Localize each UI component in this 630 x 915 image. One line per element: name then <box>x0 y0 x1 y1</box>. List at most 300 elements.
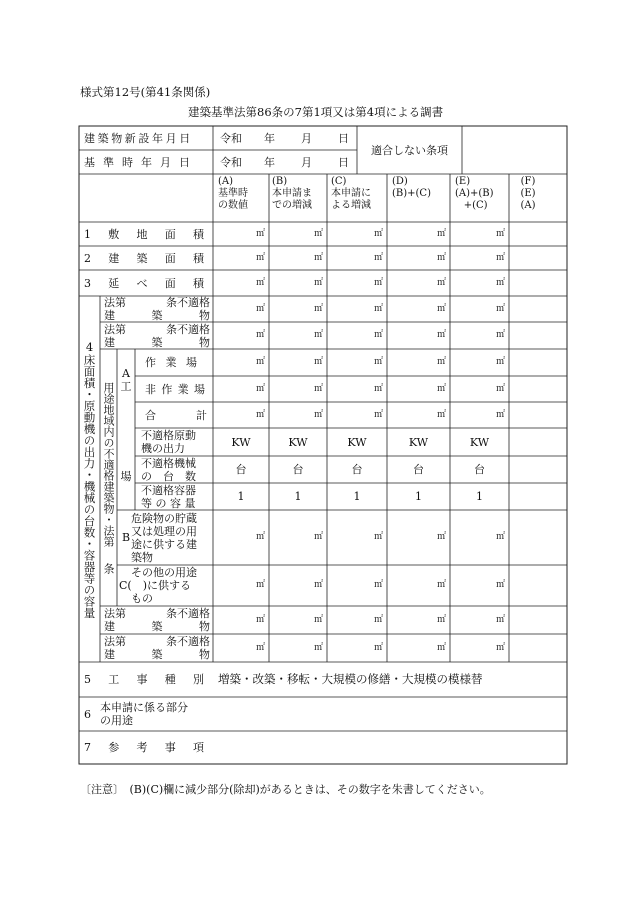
era-label: 令和 <box>220 131 242 145</box>
row-char: 積 <box>193 276 204 290</box>
nonconforming-clause-field[interactable] <box>462 126 567 174</box>
ratio-cell[interactable] <box>509 456 567 483</box>
row-remarks <box>84 731 204 764</box>
use-zone-text: 用途地域内の不適格建築物・法第 <box>102 381 115 547</box>
col-b-line2: での増減 <box>272 200 312 211</box>
construction-date-field[interactable] <box>220 126 355 150</box>
row-container-capacity <box>141 483 211 510</box>
unit-label: ㎡ <box>436 409 446 420</box>
machine-line1: 不適格機械 <box>141 456 196 470</box>
value-cell[interactable] <box>387 483 450 510</box>
col-a-line2: の数値 <box>218 200 248 211</box>
unit-label: ㎡ <box>255 228 265 239</box>
ratio-cell[interactable] <box>509 510 567 565</box>
unit-label: 台 <box>292 463 304 476</box>
section4-vertical-label: 4床面積・原動機の出力・機械の台数・容器等の容量 <box>82 339 97 619</box>
hazard-line3: 途に供する建 <box>131 537 197 551</box>
row-char: 種 <box>164 673 176 686</box>
hazard-line2: 又は処理の用 <box>131 524 197 538</box>
application-use-field[interactable] <box>214 697 566 731</box>
row-application-use <box>84 697 212 731</box>
month-label: 月 <box>301 131 312 145</box>
value-cell[interactable] <box>327 376 387 402</box>
motor-line2: 機の出力 <box>141 442 185 455</box>
value-cell[interactable] <box>213 222 269 246</box>
row-char: 業 <box>165 356 177 369</box>
row-char: 築 <box>136 251 148 265</box>
unit-label: ㎡ <box>373 409 383 420</box>
row-law-nonconforming-1 <box>104 296 210 322</box>
value-cell[interactable] <box>327 565 387 606</box>
row-char: 積 <box>193 251 204 265</box>
clause-char: 条 <box>102 562 115 574</box>
unit-label: ㎡ <box>255 409 265 420</box>
unit-label: ㎡ <box>495 642 505 653</box>
value-cell[interactable] <box>327 456 387 483</box>
row-num: 2 <box>84 251 91 265</box>
unit-label: 台 <box>235 463 247 476</box>
unit-label: ㎡ <box>313 252 323 263</box>
value-cell[interactable] <box>327 246 387 270</box>
use-zone-vertical-label <box>100 349 117 606</box>
unit-label: ㎡ <box>313 580 323 590</box>
value-cell[interactable] <box>269 565 327 606</box>
value-cell[interactable] <box>213 349 269 376</box>
value-cell[interactable] <box>213 456 269 483</box>
clause-text: 条不適格 <box>166 322 210 336</box>
unit-label: 1 <box>415 490 422 503</box>
value-cell[interactable] <box>387 322 450 349</box>
value-cell[interactable] <box>450 270 509 296</box>
value-cell[interactable] <box>450 349 509 376</box>
value-cell[interactable] <box>387 456 450 483</box>
row-char: 敷 <box>108 227 120 241</box>
row-char: 延 <box>108 276 120 290</box>
day-label: 日 <box>338 131 349 145</box>
value-cell[interactable] <box>450 296 509 322</box>
remarks-field[interactable] <box>214 731 566 764</box>
unit-label: ㎡ <box>495 228 505 239</box>
col-d-code: (D) <box>392 176 408 187</box>
value-cell[interactable] <box>327 634 387 662</box>
unit-label: ㎡ <box>373 357 383 367</box>
value-cell[interactable] <box>213 483 269 510</box>
row-char: 物 <box>199 309 210 322</box>
unit-label: ㎡ <box>255 614 265 625</box>
row-char: 事 <box>136 673 148 686</box>
machine-line2: の 台 数 <box>141 469 196 483</box>
col-c-line1: 本申請に <box>331 188 371 199</box>
row-char: 場 <box>186 356 197 369</box>
clause-text: 条不適格 <box>166 607 210 620</box>
unit-label: KW <box>347 435 367 449</box>
value-cell[interactable] <box>450 376 509 402</box>
unit-label: ㎡ <box>495 580 505 590</box>
unit-label: ㎡ <box>495 277 505 288</box>
row-subtotal <box>145 402 207 428</box>
unit-label: ㎡ <box>373 252 383 263</box>
value-cell[interactable] <box>269 510 327 565</box>
col-header-d <box>392 176 450 222</box>
construction-date-label <box>84 126 208 150</box>
row-law-nonconforming-2 <box>104 322 210 349</box>
unit-label: 1 <box>294 490 302 503</box>
row-char: 面 <box>164 227 176 241</box>
construction-date-text: 建築物新設年月日 <box>84 131 193 145</box>
value-cell[interactable] <box>387 510 450 565</box>
value-cell[interactable] <box>327 270 387 296</box>
factory-char: 場 <box>120 469 132 483</box>
base-date-label <box>84 150 208 174</box>
value-cell[interactable] <box>387 402 450 428</box>
unit-label: ㎡ <box>495 252 505 263</box>
unit-label: ㎡ <box>313 330 323 340</box>
value-cell[interactable] <box>269 456 327 483</box>
row-char: 建 <box>108 251 120 265</box>
row-num: 5 <box>84 673 91 686</box>
row-char: 項 <box>193 741 204 754</box>
value-cell[interactable] <box>450 246 509 270</box>
unit-label: 台 <box>413 463 424 476</box>
unit-label: ㎡ <box>436 580 446 590</box>
ratio-cell[interactable] <box>509 349 567 376</box>
value-cell[interactable] <box>213 376 269 402</box>
unit-label: ㎡ <box>436 642 446 653</box>
value-cell[interactable] <box>387 428 450 456</box>
ratio-cell[interactable] <box>509 296 567 322</box>
law-text: 法第 <box>104 635 126 648</box>
col-header-a <box>218 176 268 222</box>
unit-label: ㎡ <box>313 277 323 288</box>
row-char: 非 <box>145 382 156 396</box>
row-char: 築 <box>151 648 163 661</box>
value-cell[interactable] <box>327 296 387 322</box>
unit-label: ㎡ <box>373 614 383 625</box>
value-cell[interactable] <box>450 634 509 662</box>
row-char: 工 <box>108 673 120 686</box>
value-cell[interactable] <box>450 402 509 428</box>
era-label: 令和 <box>220 155 242 169</box>
other-line3: もの <box>131 592 153 605</box>
value-cell[interactable] <box>213 402 269 428</box>
base-date-field[interactable] <box>220 150 355 174</box>
form-number: 様式第12号(第41条関係) <box>80 85 211 99</box>
unit-label: ㎡ <box>495 532 505 542</box>
unit-label: ㎡ <box>373 580 383 590</box>
unit-label: ㎡ <box>436 228 446 239</box>
hazard-line4: 築物 <box>131 550 153 564</box>
unit-label: ㎡ <box>436 532 446 542</box>
unit-label: 1 <box>353 490 361 503</box>
value-cell[interactable] <box>269 634 327 662</box>
row-char: べ <box>136 276 148 290</box>
value-cell[interactable] <box>213 270 269 296</box>
ratio-cell[interactable] <box>509 634 567 662</box>
unit-label: ㎡ <box>495 383 505 394</box>
row-non-workshop <box>145 376 205 402</box>
row-num: 1 <box>84 227 91 241</box>
col-e-line2: +(C) <box>463 200 488 211</box>
row-char: 別 <box>193 673 204 686</box>
category-a-factory <box>117 360 135 400</box>
container-line1: 不適格容器 <box>141 483 196 497</box>
value-cell[interactable] <box>327 322 387 349</box>
row-char: 築 <box>151 335 163 349</box>
value-cell[interactable] <box>450 428 509 456</box>
value-cell[interactable] <box>387 349 450 376</box>
unit-label: ㎡ <box>313 303 323 314</box>
row-char: 計 <box>196 408 207 422</box>
unit-label: ㎡ <box>255 303 265 314</box>
row-char: 築 <box>151 620 163 633</box>
ratio-cell[interactable] <box>509 428 567 456</box>
category-c: C( ) <box>119 579 147 592</box>
value-cell[interactable] <box>327 510 387 565</box>
unit-label: ㎡ <box>373 303 383 314</box>
row-char: 参 <box>108 741 120 754</box>
row-char: 面 <box>164 251 176 265</box>
value-cell[interactable] <box>213 428 269 456</box>
value-cell[interactable] <box>387 634 450 662</box>
value-cell[interactable] <box>269 322 327 349</box>
nonconforming-clause-label: 適合しない条項 <box>371 143 448 157</box>
unit-label: ㎡ <box>495 357 505 367</box>
year-label: 年 <box>264 155 275 169</box>
value-cell[interactable] <box>387 606 450 634</box>
unit-label: ㎡ <box>436 252 446 263</box>
unit-label: ㎡ <box>313 532 323 542</box>
unit-label: ㎡ <box>436 383 446 394</box>
row-char: 建 <box>104 620 115 633</box>
col-a-line1: 基準時 <box>218 188 248 199</box>
value-cell[interactable] <box>387 296 450 322</box>
category-a-text: A工 <box>120 367 132 393</box>
value-cell[interactable] <box>269 349 327 376</box>
unit-label: ㎡ <box>255 357 265 367</box>
unit-label: ㎡ <box>436 303 446 314</box>
value-cell[interactable] <box>269 376 327 402</box>
col-b-line1: 本申請ま <box>272 188 312 199</box>
row-motor-output <box>141 428 211 456</box>
hazard-line1: 危険物の貯蔵 <box>131 511 197 525</box>
unit-label: ㎡ <box>373 330 383 340</box>
row-char: 建 <box>104 309 115 322</box>
ratio-cell[interactable] <box>509 270 567 296</box>
row-hazardous-building <box>131 510 211 565</box>
value-cell[interactable] <box>450 456 509 483</box>
unit-label: ㎡ <box>495 330 505 340</box>
unit-label: ㎡ <box>373 383 383 394</box>
col-f-code: (F) <box>520 176 536 187</box>
row-num: 3 <box>84 276 91 290</box>
row-law-nonconforming-4 <box>104 634 210 662</box>
motor-line1: 不適格原動 <box>141 429 196 442</box>
month-label: 月 <box>301 155 312 169</box>
value-cell[interactable] <box>269 483 327 510</box>
row-workshop <box>145 349 197 376</box>
col-c-code: (C) <box>331 176 347 187</box>
unit-label: ㎡ <box>255 277 265 288</box>
unit-label: ㎡ <box>436 614 446 625</box>
ratio-cell[interactable] <box>509 222 567 246</box>
value-cell[interactable] <box>269 296 327 322</box>
value-cell[interactable] <box>327 349 387 376</box>
value-cell[interactable] <box>327 222 387 246</box>
value-cell[interactable] <box>269 606 327 634</box>
unit-label: 1 <box>237 490 245 503</box>
row-char: 建 <box>104 335 115 349</box>
unit-label: ㎡ <box>495 409 505 420</box>
value-cell[interactable] <box>387 270 450 296</box>
unit-label: KW <box>408 435 429 449</box>
clause-text: 条不適格 <box>166 635 210 648</box>
value-cell[interactable] <box>213 606 269 634</box>
row-char: 作 <box>145 356 156 369</box>
unit-label: ㎡ <box>495 614 505 625</box>
ratio-cell[interactable] <box>509 376 567 402</box>
col-a-code: (A) <box>218 176 234 187</box>
ratio-cell[interactable] <box>509 483 567 510</box>
row-char: 業 <box>177 382 189 396</box>
value-cell[interactable] <box>213 510 269 565</box>
unit-label: ㎡ <box>255 642 265 653</box>
clause-text: 条不適格 <box>166 296 210 309</box>
row-char: 物 <box>199 648 210 661</box>
value-cell[interactable] <box>387 565 450 606</box>
row-char: 面 <box>164 276 176 290</box>
unit-label: KW <box>288 435 308 449</box>
row-char: 作 <box>161 382 173 396</box>
value-cell[interactable] <box>387 376 450 402</box>
value-cell[interactable] <box>450 222 509 246</box>
row-construction-type <box>84 662 204 697</box>
col-f-line2: (A) <box>520 200 536 211</box>
row-char: 考 <box>136 741 148 754</box>
col-e-line1: (A)+(B) <box>455 188 494 199</box>
ratio-cell[interactable] <box>509 246 567 270</box>
ratio-cell[interactable] <box>509 606 567 634</box>
row-char: 物 <box>199 620 210 633</box>
row-machine-count <box>141 456 211 483</box>
value-cell[interactable] <box>450 565 509 606</box>
value-cell[interactable] <box>450 510 509 565</box>
value-cell[interactable] <box>327 606 387 634</box>
other-line2: に供する <box>147 579 191 592</box>
value-cell[interactable] <box>269 246 327 270</box>
col-d-line1: (B)+(C) <box>392 188 431 199</box>
value-cell[interactable] <box>213 322 269 349</box>
value-cell[interactable] <box>387 222 450 246</box>
unit-label: ㎡ <box>255 580 265 590</box>
value-cell[interactable] <box>450 483 509 510</box>
col-e-code: (E) <box>455 176 471 187</box>
unit-label: ㎡ <box>313 642 323 653</box>
col-c-line2: よる増減 <box>331 200 371 211</box>
ratio-cell[interactable] <box>509 565 567 606</box>
unit-label: 台 <box>474 463 485 476</box>
value-cell[interactable] <box>450 322 509 349</box>
unit-label: ㎡ <box>313 228 323 239</box>
footnote: 〔注意〕 (B)(C)欄に減少部分(除却)があるときは、その数字を朱書してください。 <box>80 783 491 796</box>
value-cell[interactable] <box>269 428 327 456</box>
unit-label: ㎡ <box>255 532 265 542</box>
unit-label: KW <box>469 435 490 449</box>
unit-label: ㎡ <box>495 303 505 314</box>
app-use-line1: 本申請に係る部分 <box>100 701 188 714</box>
row-char: 合 <box>145 408 156 422</box>
value-cell[interactable] <box>269 222 327 246</box>
unit-label: ㎡ <box>373 277 383 288</box>
law-text: 法第 <box>104 607 126 620</box>
unit-label: ㎡ <box>255 252 265 263</box>
other-line1: その他の用途 <box>131 566 197 579</box>
unit-label: 台 <box>351 463 363 476</box>
unit-label: ㎡ <box>313 357 323 367</box>
value-cell[interactable] <box>213 565 269 606</box>
col-header-f <box>514 176 564 222</box>
app-use-line2: の用途 <box>100 714 133 727</box>
row-char: 地 <box>136 227 148 241</box>
row-char: 場 <box>193 382 205 396</box>
unit-label: ㎡ <box>373 642 383 653</box>
value-cell[interactable] <box>450 606 509 634</box>
col-f-line1: (E) <box>520 188 536 199</box>
document-title: 建築基準法第86条の7第1項又は第4項による調書 <box>188 105 444 119</box>
law-text: 法第 <box>104 322 126 336</box>
value-cell[interactable] <box>327 483 387 510</box>
row-char: 建 <box>104 648 115 661</box>
unit-label: ㎡ <box>373 532 383 542</box>
unit-label: KW <box>231 435 251 449</box>
row-building-area <box>84 246 204 270</box>
row-num: 7 <box>84 741 91 754</box>
row-char: 築 <box>151 309 163 322</box>
base-date-text: 基準時年月日 <box>84 155 198 169</box>
ratio-cell[interactable] <box>509 402 567 428</box>
row-char: 物 <box>199 335 210 349</box>
law-text: 法第 <box>104 296 126 309</box>
value-cell[interactable] <box>213 634 269 662</box>
row-law-nonconforming-3 <box>104 606 210 634</box>
value-cell[interactable] <box>387 246 450 270</box>
unit-label: ㎡ <box>255 383 265 394</box>
value-cell[interactable] <box>327 428 387 456</box>
unit-label: ㎡ <box>436 357 446 367</box>
unit-label: ㎡ <box>255 330 265 340</box>
value-cell[interactable] <box>327 402 387 428</box>
unit-label: ㎡ <box>313 383 323 394</box>
category-b: B <box>121 531 131 544</box>
col-header-c <box>331 176 387 222</box>
unit-label: ㎡ <box>436 277 446 288</box>
unit-label: 1 <box>476 490 483 503</box>
value-cell[interactable] <box>213 296 269 322</box>
row-total-floor-area <box>84 270 204 296</box>
value-cell[interactable] <box>269 270 327 296</box>
construction-type-value[interactable]: 増築・改築・移転・大規模の修繕・大規模の模様替 <box>218 672 483 686</box>
row-char: 事 <box>164 741 176 754</box>
row-char: 積 <box>193 227 204 241</box>
unit-label: ㎡ <box>313 614 323 625</box>
col-header-e <box>455 176 509 222</box>
container-line2: 等 の 容 量 <box>141 496 196 510</box>
row-site-area <box>84 222 204 246</box>
value-cell[interactable] <box>269 402 327 428</box>
ratio-cell[interactable] <box>509 322 567 349</box>
unit-label: ㎡ <box>373 228 383 239</box>
value-cell[interactable] <box>213 246 269 270</box>
row-other-use <box>119 565 211 606</box>
